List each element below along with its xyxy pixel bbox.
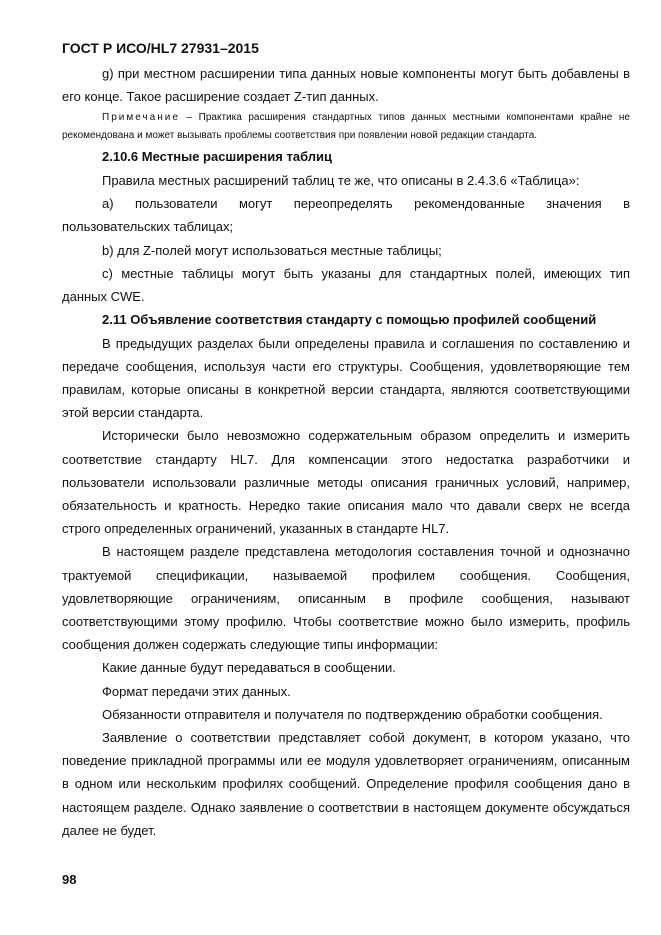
- paragraph-list-format: Формат передачи этих данных.: [102, 683, 291, 699]
- paragraph-item-c: c) местные таблицы могут быть указаны для стандартных полей, имеющих тип данных CWE.: [62, 265, 630, 304]
- paragraph-item-g: g) при местном расширении типа данных новые компоненты могут быть добавлены в его конце. Такое расширение создает Z-тип данных.: [62, 66, 630, 105]
- document-page: [62, 40, 630, 842]
- note-label: Примечание: [102, 112, 180, 124]
- paragraph-list-duties: Обязанности отправителя и получателя по подтверждению обработки сообщения.: [102, 706, 603, 722]
- paragraph-methodology: В настоящем разделе представлена методология составления точной и однозначно трактуемой спецификации, называемой профилем сообщения. Сообщения, удовлетворяющие ограничениям, описанным в профиле сообщения, называют соответствующими этому профилю. Чтобы соответствие можно было измерить, профиль сообщения должен содержать следующие типы информации:: [62, 544, 630, 653]
- paragraph-historically: Исторически было невозможно содержательным образом определить и измерить соответствие стандарту HL7. Для компенсации этого недостатка разработчики и пользователи использовали различные методы описания граничных условий, например, обязательность и кратность. Нередко такие описания мало что давали сверх не всегда строго определенных ограничений, указанных в стандарте HL7.: [62, 428, 630, 537]
- page-number: 98: [62, 872, 77, 887]
- paragraph-conformance-statement: Заявление о соответствии представляет собой документ, в котором указано, что поведение прикладной программы или ее модуля удовлетворяет ограничениям, описанным в одном или нескольким профилях сообщений. Определение профиля сообщения дано в настоящем разделе. Однако заявление о соответствии в настоящем документе обсуждаться далее не будет.: [62, 730, 630, 838]
- document-header: ГОСТ Р ИСО/HL7 27931–2015: [62, 40, 259, 56]
- paragraph-previous-sections: В предыдущих разделах были определены правила и соглашения по составлению и передаче сообщения, используя части его структуры. Сообщения, удовлетворяющие тем правилам, которые описаны в конкретной версии стандарта, являются соответствующими этой версии стандарта.: [62, 335, 630, 421]
- paragraph-item-a: a) пользователи могут переопределять рекомендованные значения в пользовательских таблицах;: [62, 196, 630, 235]
- paragraph-item-b: b) для Z-полей могут использоваться местные таблицы;: [102, 242, 442, 258]
- note-text: – Практика расширения стандартных типов данных местными компонентами крайне не рекомендована и может вызывать проблемы соответствия при появлении новой редакции стандарта.: [62, 112, 630, 141]
- paragraph-table-rules: Правила местных расширений таблиц те же, что описаны в 2.4.3.6 «Таблица»:: [102, 172, 580, 188]
- section-heading-2-11: 2.11 Объявление соответствия стандарту с помощью профилей сообщений: [102, 312, 597, 328]
- paragraph-list-what-data: Какие данные будут передаваться в сообщении.: [102, 660, 396, 676]
- section-heading-2-10-6: 2.10.6 Местные расширения таблиц: [102, 149, 333, 165]
- note: [62, 109, 630, 144]
